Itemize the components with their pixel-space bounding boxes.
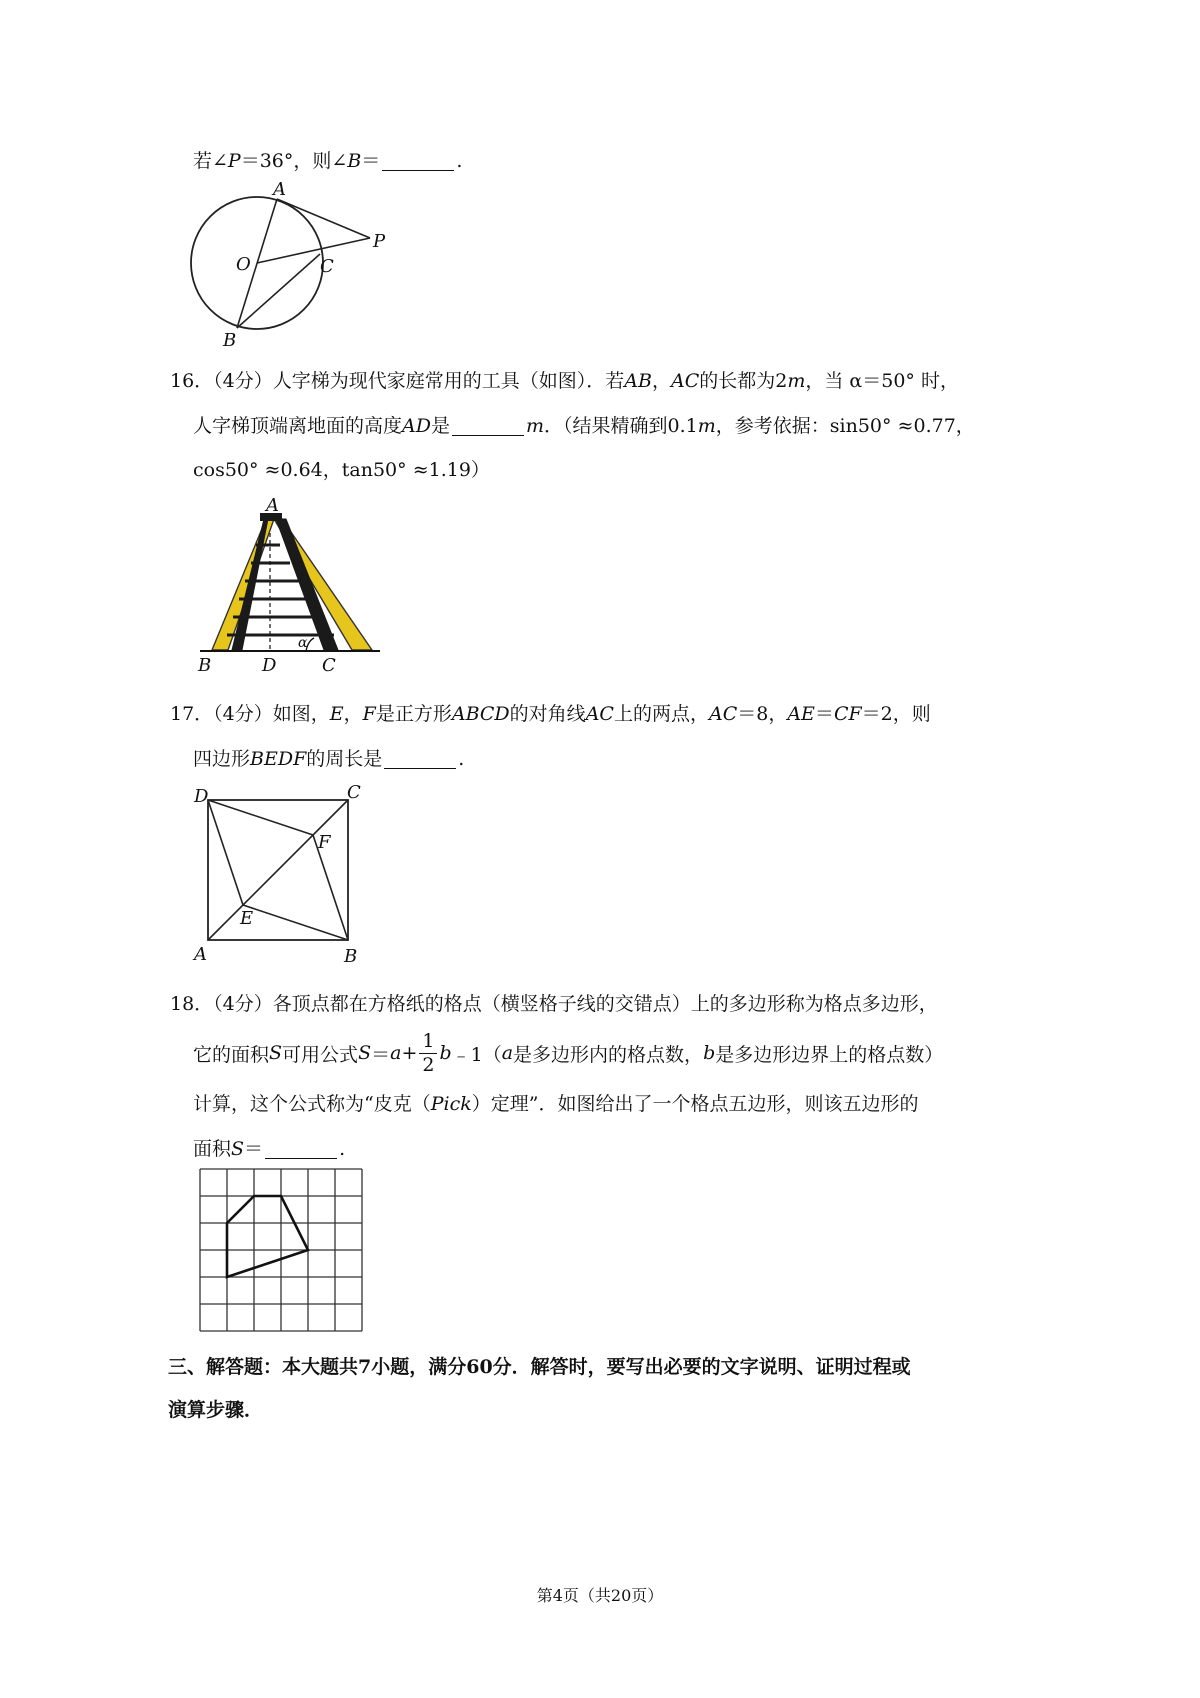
answer-blank[interactable]	[265, 1138, 337, 1159]
lattice-pentagon	[227, 1196, 308, 1277]
q16-line2: 人字梯顶端离地面的高度AD是 m．（结果精确到0.1m，参考依据：sin50° ≈0.77，	[193, 415, 975, 437]
q16-line3: cos50° ≈0.64，tan50° ≈1.19）	[193, 459, 490, 481]
label-d: D	[194, 786, 209, 807]
q17-square-figure	[190, 780, 370, 965]
label-a: A	[266, 495, 279, 516]
q18-line1: 18．（4分）各顶点都在方格纸的格点（横竖格子线的交错点）上的多边形称为格点多边形，	[170, 993, 938, 1015]
q18-grid-figure	[196, 1165, 366, 1337]
fraction-one-half: $\frac{1}{2}$	[419, 1032, 437, 1075]
answer-blank[interactable]	[384, 748, 456, 769]
label-a: A	[273, 180, 286, 200]
label-c: C	[347, 782, 361, 803]
label-alpha: α	[298, 635, 308, 651]
label-b: B	[344, 946, 358, 965]
q15-text: 若∠P＝36°，则∠B＝ .	[193, 150, 463, 172]
label-p: P	[373, 231, 386, 252]
label-f: F	[318, 832, 331, 853]
section3-heading-line1: 三、解答题：本大题共7小题，满分60分．解答时，要写出必要的文字说明、证明过程或	[168, 1356, 911, 1378]
q15-circle-figure	[190, 180, 420, 350]
label-b: B	[223, 330, 237, 350]
answer-blank[interactable]	[382, 150, 454, 171]
label-e: E	[240, 908, 254, 929]
q16-ladder-figure	[190, 495, 390, 675]
q17-line1: 17．（4分）如图，E，F是正方形ABCD的对角线AC上的两点，AC＝8，AE＝CF＝2，则	[170, 703, 931, 725]
q18-line4: 面积S＝ .	[193, 1138, 346, 1160]
q18-line2: 它的面积 S 可用公式 S ＝ a + $\frac{1}{2}$ b ﹣1（ a 是多边形内的格点数， b 是多边形边界上的格点数）	[193, 1029, 944, 1076]
section3-heading-line2: 演算步骤．	[168, 1399, 264, 1421]
label-c: C	[322, 655, 336, 675]
label-d: D	[262, 655, 277, 675]
page-footer: 第4页（共20页）	[536, 1586, 664, 1605]
label-b: B	[198, 655, 212, 675]
answer-blank[interactable]	[452, 415, 524, 436]
label-o: O	[236, 254, 251, 275]
label-a: A	[194, 944, 207, 965]
label-c: C	[320, 256, 334, 277]
q16-line1: 16．（4分）人字梯为现代家庭常用的工具（如图）．若AB，AC的长都为2m，当 α＝50° 时，	[170, 370, 959, 392]
q17-line2: 四边形BEDF的周长是 .	[193, 748, 465, 770]
q18-line3: 计算，这个公式称为“皮克（Pick）定理”．如图给出了一个格点五边形，则该五边形的	[193, 1093, 919, 1115]
